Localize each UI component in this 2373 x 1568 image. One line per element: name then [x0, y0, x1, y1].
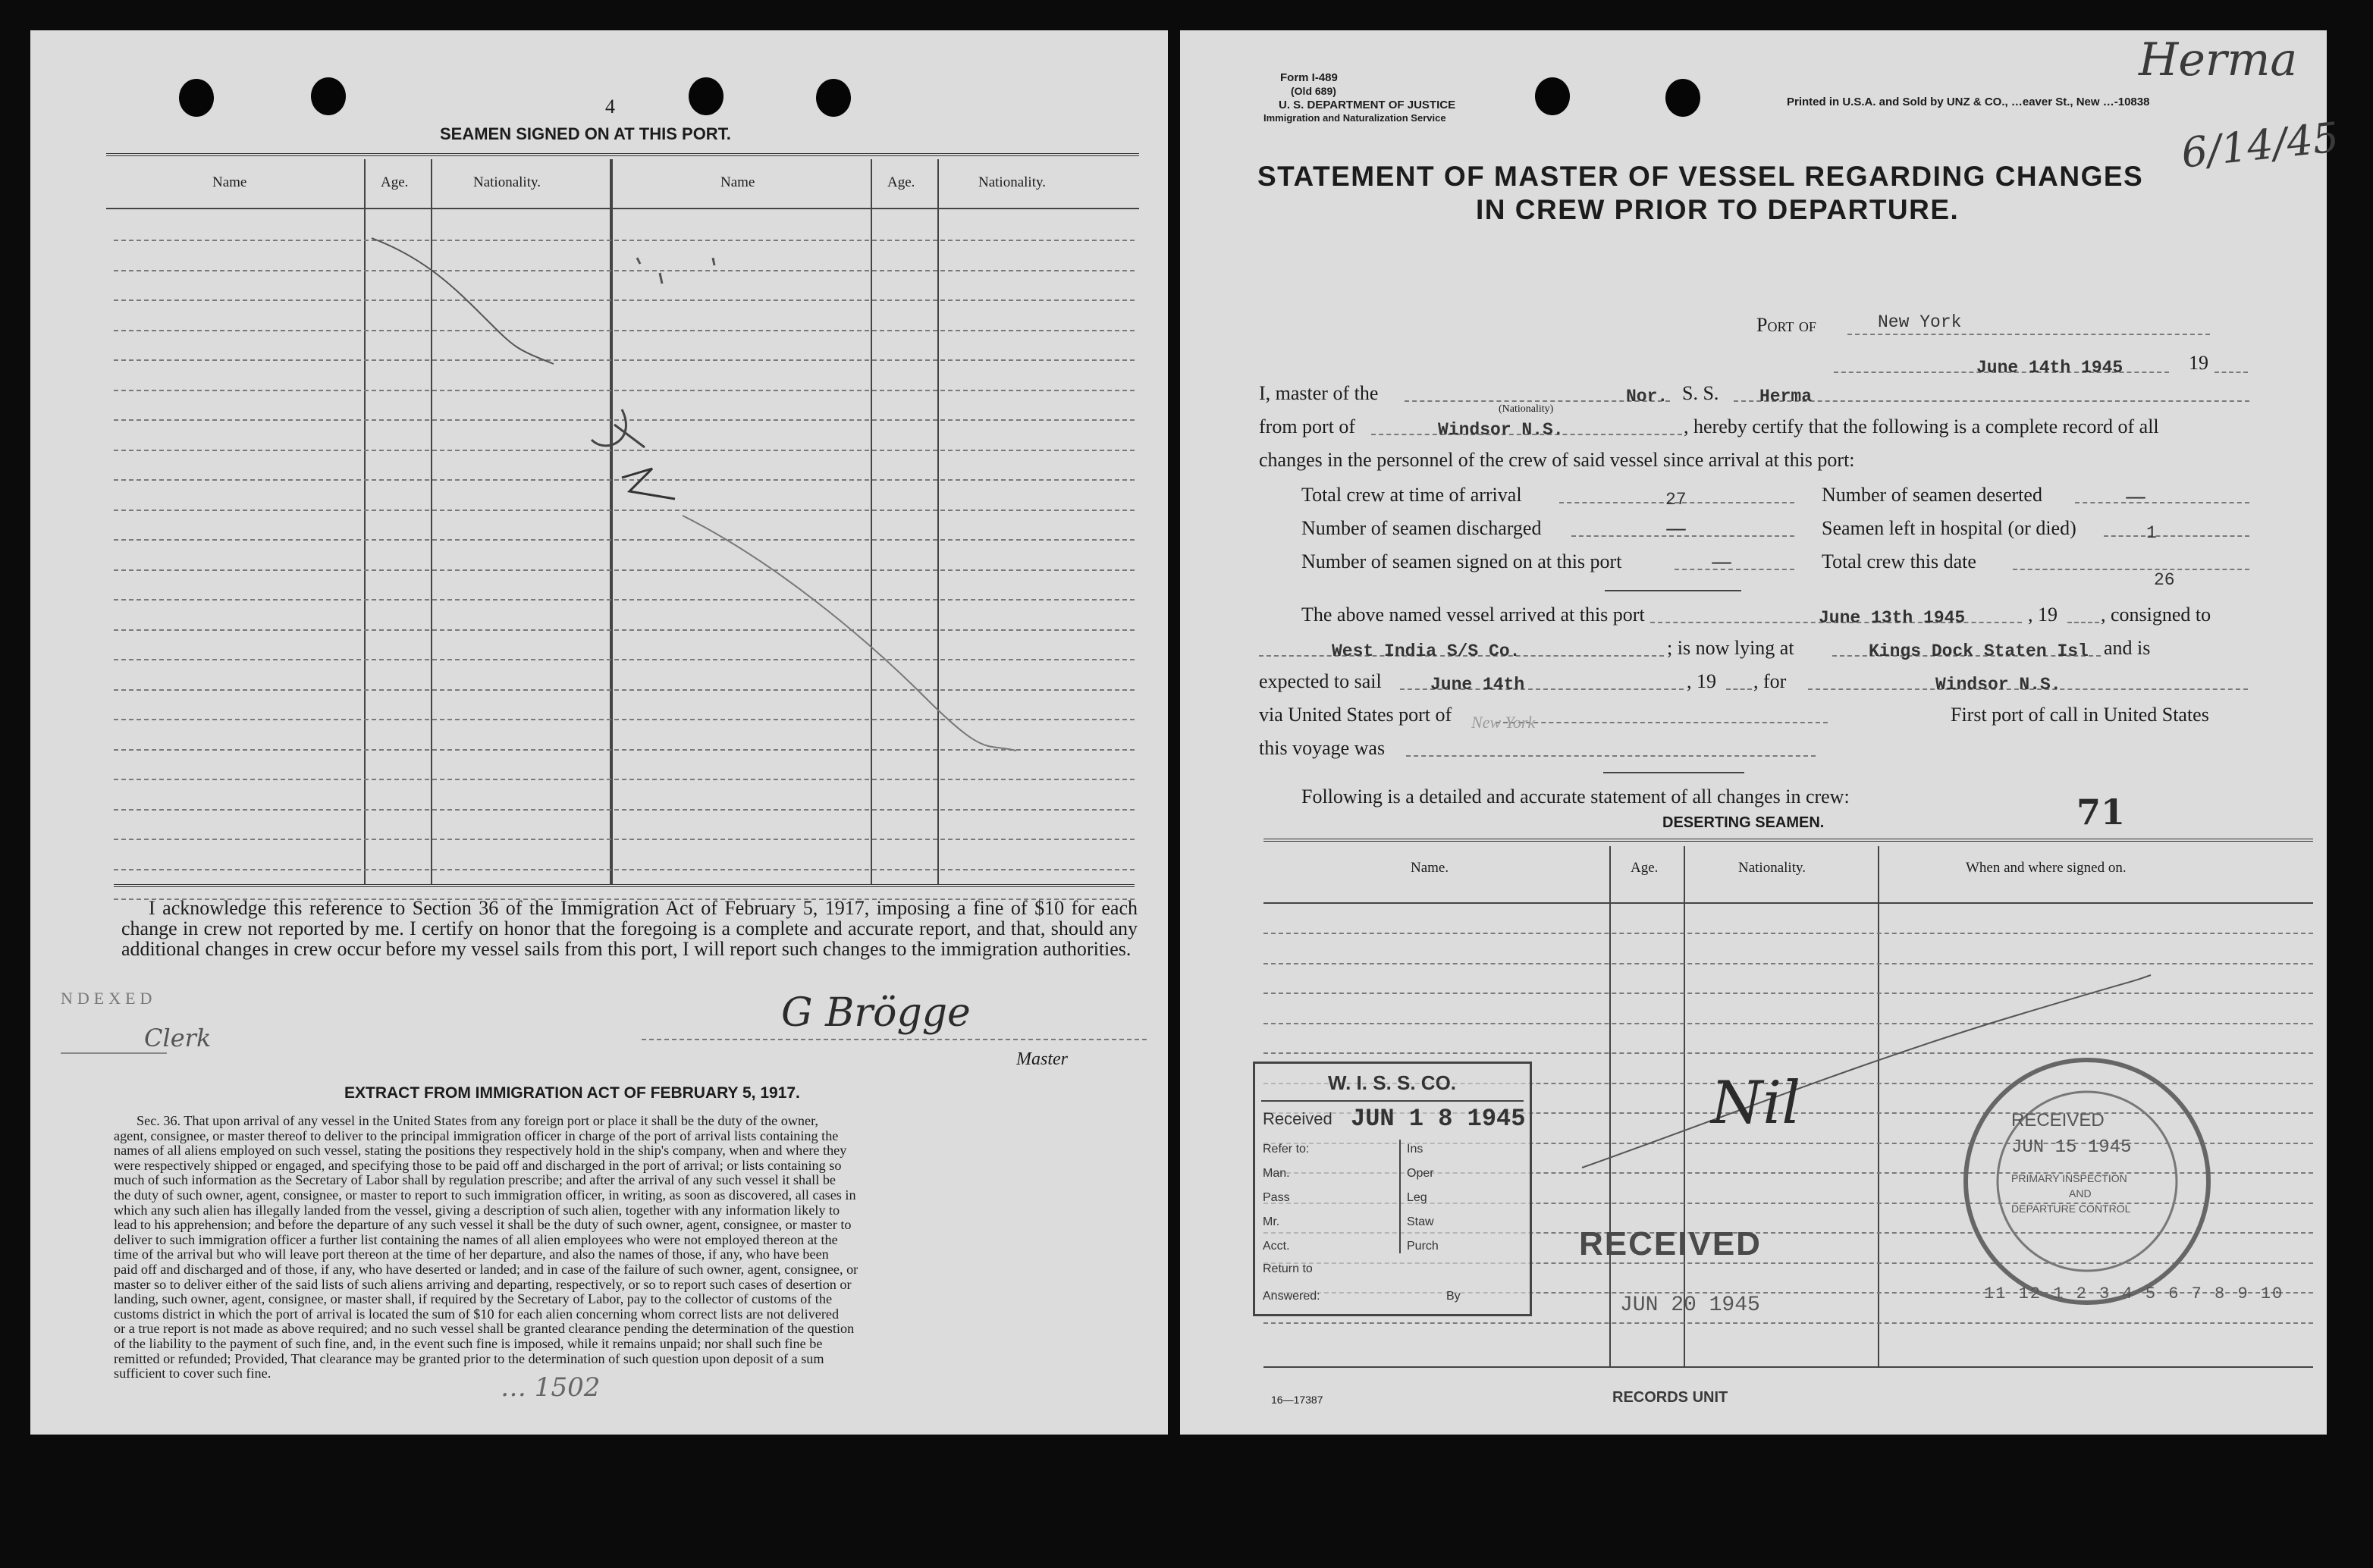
round-stamp-line4: AND: [2069, 1187, 2092, 1200]
stamp-return-to: Return to: [1263, 1262, 1313, 1275]
round-stamp-line3: PRIMARY INSPECTION: [2011, 1172, 2127, 1184]
extract-line: names of all aliens employed on such vessel, stating the positions they respectively hold in the ship's company, when and where they: [114, 1143, 847, 1159]
bottom-scrawl: … 1502: [501, 1372, 601, 1403]
col-header-age: Age.: [381, 174, 409, 190]
expected-year: , 19: [1687, 670, 1716, 692]
form-title-line2: IN CREW PRIOR TO DEPARTURE.: [1476, 194, 1960, 225]
stamp-row-label: Leg: [1407, 1191, 1427, 1204]
extract-line: sufficient to cover such fine.: [114, 1366, 272, 1381]
extract-line: which any such alien has illegally landed from the vessel, giving a description of such alien, together with any information likely to: [114, 1202, 840, 1218]
master-signature: G Brögge: [781, 990, 971, 1036]
stamp-row-label: Staw: [1407, 1215, 1434, 1228]
stamp-rule: [1261, 1100, 1524, 1102]
form-old: (Old 689): [1291, 85, 1336, 97]
nil-handwritten: Nil: [1711, 1069, 1801, 1137]
discharged-value: —: [1665, 516, 1687, 541]
expected-label: expected to sail: [1259, 670, 1382, 692]
nationality-caption: (Nationality): [1499, 403, 1554, 415]
from-port-value: Windsor N.S.: [1438, 420, 1564, 440]
stamp-row-label: Pass: [1263, 1191, 1290, 1204]
desert-col-signed-on: When and where signed on.: [1966, 860, 2127, 876]
deserted-label: Number of seamen deserted: [1822, 484, 2042, 506]
stamp-received-date: JUN 1 8 1945: [1351, 1105, 1526, 1133]
stamp-row-label: Acct.: [1263, 1240, 1290, 1253]
desert-col-age: Age.: [1631, 860, 1659, 876]
extract-line: paid off and discharged and of those, if any, who have deserted or landed; and in case of the failure of such owner, agent, consignee, or: [114, 1262, 858, 1277]
service: Immigration and Naturalization Service: [1263, 112, 1446, 124]
printer-note: Printed in U.S.A. and Sold by UNZ & CO., …eaver St., New …-10838: [1787, 96, 2150, 108]
round-stamp-line5: DEPARTURE CONTROL: [2011, 1203, 2131, 1215]
col-header-name: Name: [212, 174, 247, 190]
stamp-row-label: Ins: [1407, 1143, 1423, 1156]
stamp-row-label: Mr.: [1263, 1215, 1280, 1228]
left-page: [30, 30, 1168, 1435]
right-page: [1180, 30, 2341, 1435]
col-header-nationality: Nationality.: [978, 174, 1046, 190]
total-date-label: Total crew this date: [1822, 550, 1976, 572]
col-header-nationality: Nationality.: [473, 174, 541, 190]
received-stamp: RECEIVED: [1579, 1225, 1762, 1262]
date-year-suffix: 19: [2189, 352, 2208, 374]
form-title-line1: STATEMENT OF MASTER OF VESSEL REGARDING CHANGES: [1257, 161, 2144, 192]
extract-heading: EXTRACT FROM IMMIGRATION ACT OF FEBRUARY 5, 1917.: [344, 1084, 800, 1102]
stamp-row-label: Refer to:: [1263, 1143, 1310, 1156]
extract-line: master so to deliver either of the said lists of such aliens arriving and departing, respectively, or so to report such cases of desertion or: [114, 1276, 852, 1292]
hospital-value: 1: [2146, 523, 2157, 543]
total-date-value: 26: [2154, 570, 2175, 590]
extract-line: customs district in which the port of arrival is located the sum of $10 for each alien concerning whom correct lists are not delivered: [114, 1306, 840, 1322]
round-stamp-line1: RECEIVED: [2011, 1110, 2105, 1131]
arrived-label: The above named vessel arrived at this port: [1301, 604, 1645, 626]
department: U. S. DEPARTMENT OF JUSTICE: [1279, 99, 1456, 111]
port-value: New York: [1878, 312, 1962, 332]
total-arrival-label: Total crew at time of arrival: [1301, 484, 1522, 506]
signature-line: [642, 1039, 1147, 1040]
first-port-label: First port of call in United States: [1951, 704, 2209, 726]
for-value: Windsor N.S.: [1935, 675, 2061, 695]
received-stamp-date: JUN 20 1945: [1620, 1294, 1760, 1317]
clerk-line: [61, 1052, 167, 1054]
and-is-label: and is: [2104, 637, 2151, 659]
discharged-label: Number of seamen discharged: [1301, 517, 1542, 539]
extract-line: lead to his apprehension; and before the departure of any such vessel it shall be the duty of such owner, agent, consignee, or master to: [114, 1217, 852, 1233]
date-value: June 14th 1945: [1976, 358, 2123, 378]
stamp-row-label: Oper: [1407, 1167, 1434, 1180]
vessel-value: Herma: [1759, 387, 1813, 406]
records-unit-stamp: RECORDS UNIT: [1612, 1389, 1728, 1406]
signed-on-value: —: [1711, 549, 1732, 574]
deserted-value: —: [2125, 484, 2146, 509]
following-label: Following is a detailed and accurate statement of all changes in crew:: [1301, 786, 1850, 808]
clerk-stamp: Clerk: [144, 1024, 212, 1052]
from-port-label: from port of: [1259, 416, 1356, 437]
stamp-row-label: Purch: [1407, 1240, 1439, 1253]
arrived-year: , 19: [2028, 604, 2058, 626]
form-code: 16—17387: [1271, 1394, 1323, 1406]
arrived-value: June 13th 1945: [1819, 608, 1966, 628]
handwritten-number: 71: [2076, 792, 2126, 833]
voyage-label: this voyage was: [1259, 737, 1386, 759]
stamp-row-label: Man.: [1263, 1167, 1290, 1180]
handwritten-vessel-name: Herma: [2139, 33, 2298, 86]
round-stamp-line2: JUN 15 1945: [2011, 1137, 2132, 1158]
nationality-value: Nor.: [1626, 387, 1668, 406]
lying-value: Kings Dock Staten Isl: [1869, 641, 2089, 661]
hospital-label: Seamen left in hospital (or died): [1822, 517, 2076, 539]
stamp-by: By: [1446, 1290, 1461, 1303]
via-label: via United States port of: [1259, 704, 1452, 726]
extract-line: of the liability to the payment of such fine, and, in the event such fine is imposed, while it remains unpaid; nor shall such fine be: [114, 1336, 823, 1351]
for-label: , for: [1753, 670, 1787, 692]
master-label: Master: [1016, 1049, 1068, 1069]
master-of-label: I, master of the: [1259, 382, 1379, 404]
extract-line: deliver to such immigration officer a further list containing the names of all alien employees who were not employed thereon at the: [114, 1231, 838, 1247]
extract-line: Sec. 36. That upon arrival of any vessel in the United States from any foreign port or place it shall be the duty of the owner,: [137, 1113, 818, 1128]
extract-line: or a true report is not made as above required; and no such vessel shall be granted clearance pending the determination of the question: [114, 1321, 855, 1337]
stamp-divider: [1399, 1140, 1401, 1253]
consignee-value: West India S/S Co.: [1332, 641, 1521, 661]
extract-line: remitted or refunded; Provided, That clearance may be granted prior to the determination of such question upon deposit of a sum: [114, 1350, 824, 1366]
round-stamp-ring: 11 12 1 2 3 4 5 6 7 8 9 10: [1984, 1284, 2284, 1303]
desert-col-name: Name.: [1411, 860, 1449, 876]
indexed-stamp: NDEXED: [61, 989, 157, 1008]
consigned-label: , consigned to: [2101, 604, 2211, 626]
col-header-age: Age.: [887, 174, 915, 190]
extract-line: the duty of such owner, agent, consignee, or master to report to such immigration officer, in writing, as soon as discovered, all cases in: [114, 1187, 856, 1203]
form-number: Form I-489: [1280, 71, 1338, 84]
ss-label: S. S.: [1682, 382, 1719, 404]
port-label: Port of: [1756, 314, 1816, 336]
via-value: New York: [1471, 713, 1536, 732]
lying-label: ; is now lying at: [1667, 637, 1794, 659]
desert-col-nationality: Nationality.: [1738, 860, 1806, 876]
extract-line: were respectively shipped or engaged, and specifying those to be paid off and discharged in the port of arrival; or lists containing so: [114, 1157, 842, 1173]
total-arrival-value: 27: [1665, 490, 1687, 510]
stamp-answered: Answered:: [1263, 1290, 1320, 1303]
handwritten-date: 6/14/45: [2179, 113, 2341, 177]
acknowledgement-text: I acknowledge this reference to Section 36 of the Immigration Act of February 5, 1917, imposing a fine of $10 for each change in crew not reported by me. I certify on honor that the foregoing is a complete and accurate report, and that, should any additional changes in crew occur before my vessel sails from this port, I will report such changes to the immigration authorities.: [121, 897, 1138, 960]
signed-on-label: Number of seamen signed on at this port: [1301, 550, 1622, 572]
extract-line: landing, such owner, agent, consignee, or master shall, if required by the Secretary of Labor, pay to the collector of customs of the: [114, 1291, 833, 1307]
certify-text: , hereby certify that the following is a complete record of all: [1684, 416, 2159, 437]
stamp-received-label: Received: [1263, 1109, 1332, 1128]
extract-line: agent, consignee, or master thereof to deliver to the principal immigration officer in charge of the port of arrival lists containing the: [114, 1127, 839, 1143]
extract-line: time of the arrival but who will leave port thereon at the time of her departure, and also the names of those, if any, who have been: [114, 1247, 829, 1262]
signed-on-heading: SEAMEN SIGNED ON AT THIS PORT.: [440, 124, 731, 143]
col-header-name: Name: [720, 174, 755, 190]
expected-value: June 14th: [1430, 675, 1525, 695]
wiss-received-stamp: [1253, 1062, 1532, 1316]
deserting-heading: DESERTING SEAMEN.: [1662, 814, 1825, 831]
extract-line: much of such information as the Secretary of Labor shall by regulation prescribe; and after the arrival of any such vessel it shall be: [114, 1172, 836, 1188]
certify-text-2: changes in the personnel of the crew of said vessel since arrival at this port:: [1259, 449, 1855, 471]
page-number: 4: [605, 96, 615, 118]
stamp-company: W. I. S. S. CO.: [1328, 1071, 1457, 1094]
